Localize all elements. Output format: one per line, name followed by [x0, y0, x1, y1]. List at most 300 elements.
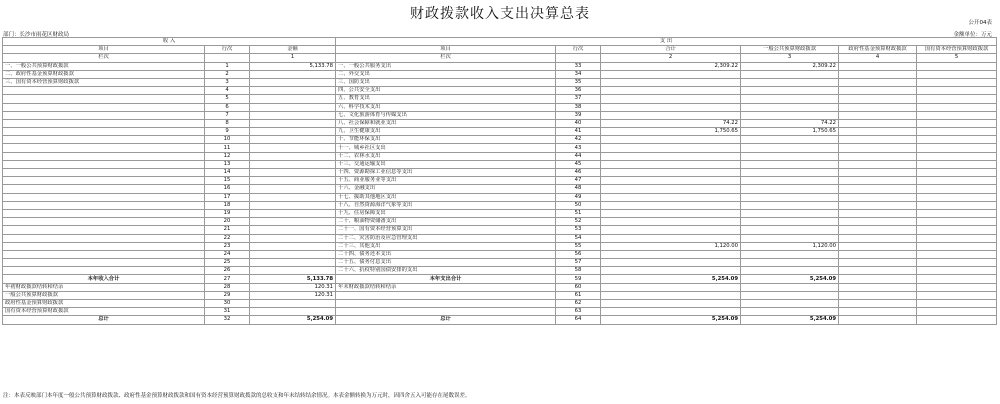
income-line-cell: 3 [205, 78, 250, 86]
expense-line-cell: 50 [556, 201, 601, 209]
expense-item-cell: 十四、资源勘探工业信息等支出 [336, 169, 556, 177]
expense-gov-fund-cell [839, 308, 917, 316]
expense-gov-fund-cell [839, 234, 917, 242]
income-line-cell: 17 [205, 193, 250, 201]
table-row [3, 185, 997, 193]
expense-state-capital-cell [917, 119, 997, 127]
income-line-cell: 4 [205, 87, 250, 95]
expense-item-cell: 本年支出合计 [336, 275, 556, 283]
expense-general-budget-cell [741, 177, 839, 185]
income-line-cell: 32 [205, 316, 250, 324]
income-amount-cell [250, 267, 336, 275]
expense-state-capital-cell [917, 87, 997, 95]
gov-fund-header: 政府性基金预算财政拨款 [839, 46, 917, 54]
table-row [3, 291, 997, 299]
expense-general-budget-cell: 2,309.22 [741, 62, 839, 70]
expense-state-capital-cell [917, 218, 997, 226]
expense-item-cell: 七、文化旅游体育与传媒支出 [336, 111, 556, 119]
expense-general-budget-cell [741, 250, 839, 258]
income-line-cell: 20 [205, 218, 250, 226]
table-row [3, 144, 997, 152]
expense-line-cell: 45 [556, 160, 601, 168]
expense-total-cell: 5,254.09 [601, 275, 741, 283]
expense-item-cell: 总计 [336, 316, 556, 324]
expense-state-capital-cell [917, 128, 997, 136]
expense-gov-fund-cell [839, 87, 917, 95]
income-amount-cell [250, 111, 336, 119]
income-line-cell: 19 [205, 209, 250, 217]
income-item-cell [3, 218, 205, 226]
income-item-header: 项目 [3, 46, 205, 54]
expense-line-cell: 55 [556, 242, 601, 250]
expense-total-cell: 2,309.22 [601, 62, 741, 70]
expense-item-cell: 二十三、其他支出 [336, 242, 556, 250]
expense-line-cell: 52 [556, 218, 601, 226]
income-line-cell: 27 [205, 275, 250, 283]
income-item-cell [3, 136, 205, 144]
income-line-cell: 25 [205, 259, 250, 267]
income-item-cell [3, 160, 205, 168]
expense-gov-fund-cell [839, 160, 917, 168]
expense-general-budget-cell [741, 259, 839, 267]
expense-total-cell [601, 300, 741, 308]
table-row [3, 95, 997, 103]
expense-state-capital-cell [917, 291, 997, 299]
expense-general-budget-cell [741, 234, 839, 242]
expense-total-cell: 1,750.65 [601, 128, 741, 136]
expense-state-capital-cell [917, 193, 997, 201]
expense-line-cell: 44 [556, 152, 601, 160]
income-line-cell: 14 [205, 169, 250, 177]
expense-line-cell: 53 [556, 226, 601, 234]
state-capital-header: 国有资本经营预算财政拨款 [917, 46, 997, 54]
expense-total-cell: 1,120.00 [601, 242, 741, 250]
expense-state-capital-cell [917, 103, 997, 111]
col-5: 5 [917, 54, 997, 62]
expense-general-budget-cell [741, 87, 839, 95]
income-amount-cell [250, 169, 336, 177]
form-number: 公开04表 [968, 20, 992, 26]
expense-state-capital-cell [917, 78, 997, 86]
table-row [3, 62, 997, 70]
expense-total-cell [601, 70, 741, 78]
income-item-cell [3, 128, 205, 136]
table-row [3, 177, 997, 185]
income-line-cell: 30 [205, 300, 250, 308]
expense-item-cell: 二十二、灾害防治及应急管理支出 [336, 234, 556, 242]
expense-item-cell: 一、一般公共服务支出 [336, 62, 556, 70]
expense-line-cell: 43 [556, 144, 601, 152]
income-amount-cell [250, 300, 336, 308]
expense-line-cell: 34 [556, 70, 601, 78]
expense-general-budget-cell [741, 193, 839, 201]
expense-general-budget-cell [741, 201, 839, 209]
expense-total-cell [601, 185, 741, 193]
table-row [3, 218, 997, 226]
income-line-cell: 15 [205, 177, 250, 185]
income-amount-cell [250, 234, 336, 242]
expense-item-cell: 二十六、抗疫特别国债安排的支出 [336, 267, 556, 275]
expense-line-cell: 41 [556, 128, 601, 136]
income-line-cell: 9 [205, 128, 250, 136]
expense-total-cell [601, 78, 741, 86]
expense-item-cell: 二十五、债务付息支出 [336, 259, 556, 267]
expense-item-cell [336, 300, 556, 308]
expense-general-budget-cell [741, 144, 839, 152]
expense-total-cell [601, 152, 741, 160]
expense-general-budget-cell [741, 103, 839, 111]
expense-item-cell: 五、教育支出 [336, 95, 556, 103]
expense-total-cell [601, 209, 741, 217]
expense-gov-fund-cell [839, 250, 917, 258]
income-line-cell: 24 [205, 250, 250, 258]
expense-line-cell: 54 [556, 234, 601, 242]
income-item-cell: 三、国有资本经营预算财政拨款 [3, 78, 205, 86]
table-row [3, 70, 997, 78]
income-line-cell: 22 [205, 234, 250, 242]
expense-general-budget-cell: 1,750.65 [741, 128, 839, 136]
expense-line-cell: 59 [556, 275, 601, 283]
table-row [3, 169, 997, 177]
income-amount-cell [250, 128, 336, 136]
expense-line-cell: 61 [556, 291, 601, 299]
expense-general-budget-cell [741, 291, 839, 299]
table-row [3, 103, 997, 111]
income-amount-cell [250, 193, 336, 201]
expense-total-cell [601, 283, 741, 291]
expense-gov-fund-cell [839, 226, 917, 234]
expense-general-budget-cell [741, 300, 839, 308]
expense-line-cell: 63 [556, 308, 601, 316]
expense-header: 支 出 [336, 38, 997, 46]
expense-gov-fund-cell [839, 103, 917, 111]
income-item-cell: 总计 [3, 316, 205, 324]
income-amount-cell [250, 136, 336, 144]
income-line-cell: 11 [205, 144, 250, 152]
expense-general-budget-cell: 74.22 [741, 119, 839, 127]
table-row [3, 87, 997, 95]
expense-line-cell: 62 [556, 300, 601, 308]
expense-state-capital-cell [917, 62, 997, 70]
expense-general-budget-cell [741, 283, 839, 291]
expense-state-capital-cell [917, 250, 997, 258]
income-item-cell: 本年收入合计 [3, 275, 205, 283]
table-row [3, 234, 997, 242]
expense-item-cell: 二十一、国有资本经营预算支出 [336, 226, 556, 234]
expense-state-capital-cell [917, 95, 997, 103]
income-amount-cell [250, 160, 336, 168]
expense-total-cell: 5,254.09 [601, 316, 741, 324]
expense-gov-fund-cell [839, 78, 917, 86]
expense-state-capital-cell [917, 283, 997, 291]
income-item-cell [3, 259, 205, 267]
expense-general-budget-cell [741, 152, 839, 160]
expense-item-cell: 十七、援助其他地区支出 [336, 193, 556, 201]
income-amount-cell: 5,254.09 [250, 316, 336, 324]
table-row [3, 300, 997, 308]
footnote: 注：本表反映部门本年度一般公共预算财政拨款、政府性基金预算财政拨款和国有资本经营预算财政拨款的总收支和年末结转结余情况。本表金额转换为万元时，因四舍五入可能存在尾数误差。 [3, 393, 471, 399]
income-item-cell [3, 119, 205, 127]
expense-general-budget-cell [741, 78, 839, 86]
expense-item-cell: 二十四、债务还本支出 [336, 250, 556, 258]
expense-general-budget-cell: 1,120.00 [741, 242, 839, 250]
expense-general-budget-cell [741, 169, 839, 177]
expense-line-cell: 51 [556, 209, 601, 217]
expense-state-capital-cell [917, 234, 997, 242]
table-row [3, 78, 997, 86]
expense-state-capital-cell [917, 160, 997, 168]
page-title: 财政拨款收入支出决算总表 [410, 6, 590, 22]
expense-item-cell: 九、卫生健康支出 [336, 128, 556, 136]
expense-line-cell: 47 [556, 177, 601, 185]
income-amount-cell [250, 144, 336, 152]
expense-total-cell [601, 234, 741, 242]
expense-item-cell: 二十、粮油物资储备支出 [336, 218, 556, 226]
table-row [3, 193, 997, 201]
expense-general-budget-cell: 5,254.09 [741, 316, 839, 324]
table-row [3, 160, 997, 168]
expense-total-cell [601, 87, 741, 95]
income-item-cell [3, 234, 205, 242]
expense-gov-fund-cell [839, 283, 917, 291]
unit-label: 金额单位：万元 [953, 32, 992, 38]
income-line-cell: 2 [205, 70, 250, 78]
income-item-cell [3, 193, 205, 201]
income-item-cell: 年初财政拨款结转和结余 [3, 283, 205, 291]
income-amount-cell: 5,133.78 [250, 275, 336, 283]
expense-line-cell: 36 [556, 87, 601, 95]
income-item-cell: 一般公共预算财政拨款 [3, 291, 205, 299]
expense-general-budget-cell [741, 209, 839, 217]
table-row [3, 267, 997, 275]
table-row [3, 209, 997, 217]
income-item-cell [3, 226, 205, 234]
expense-item-cell: 十八、自然资源海洋气象等支出 [336, 201, 556, 209]
expense-gov-fund-cell [839, 201, 917, 209]
income-line-cell: 5 [205, 95, 250, 103]
expense-total-cell [601, 95, 741, 103]
expense-gov-fund-cell [839, 119, 917, 127]
expense-gov-fund-cell [839, 144, 917, 152]
table-row [3, 226, 997, 234]
col-no-label: 栏次 [336, 54, 556, 62]
expense-item-cell: 十一、城乡社区支出 [336, 144, 556, 152]
expense-gov-fund-cell [839, 316, 917, 324]
income-amount-cell [250, 242, 336, 250]
expense-gov-fund-cell [839, 128, 917, 136]
income-header: 收 入 [3, 38, 336, 46]
income-item-cell [3, 95, 205, 103]
expense-gov-fund-cell [839, 111, 917, 119]
expense-general-budget-cell [741, 308, 839, 316]
expense-state-capital-cell [917, 300, 997, 308]
income-line-cell: 7 [205, 111, 250, 119]
income-line-cell: 13 [205, 160, 250, 168]
expense-item-cell: 十五、商业服务业等支出 [336, 177, 556, 185]
income-amount-cell [250, 87, 336, 95]
expense-item-cell [336, 308, 556, 316]
income-item-cell [3, 111, 205, 119]
income-amount-cell [250, 103, 336, 111]
income-line-cell: 23 [205, 242, 250, 250]
expense-total-cell [601, 218, 741, 226]
income-line-cell: 28 [205, 283, 250, 291]
income-item-cell [3, 177, 205, 185]
expense-gov-fund-cell [839, 185, 917, 193]
income-line-cell: 31 [205, 308, 250, 316]
expense-general-budget-cell [741, 160, 839, 168]
expense-gov-fund-cell [839, 267, 917, 275]
income-amount-cell: 120.31 [250, 291, 336, 299]
expense-general-budget-cell [741, 226, 839, 234]
table-row [3, 128, 997, 136]
income-item-cell [3, 169, 205, 177]
general-budget-header: 一般公共预算财政拨款 [741, 46, 839, 54]
expense-state-capital-cell [917, 308, 997, 316]
expense-total-cell [601, 226, 741, 234]
expense-total-cell [601, 169, 741, 177]
expense-item-cell: 四、公共安全支出 [336, 87, 556, 95]
expense-total-cell [601, 193, 741, 201]
table-row [3, 316, 997, 324]
expense-item-cell: 三、国防支出 [336, 78, 556, 86]
expense-total-cell [601, 250, 741, 258]
expense-state-capital-cell [917, 152, 997, 160]
income-item-cell: 一、一般公共预算财政拨款 [3, 62, 205, 70]
income-amount-cell [250, 185, 336, 193]
expense-item-cell: 十六、金融支出 [336, 185, 556, 193]
expense-state-capital-cell [917, 144, 997, 152]
income-item-cell: 二、政府性基金预算财政拨款 [3, 70, 205, 78]
table-row [3, 283, 997, 291]
expense-total-cell [601, 177, 741, 185]
income-item-cell [3, 250, 205, 258]
expense-general-budget-cell: 5,254.09 [741, 275, 839, 283]
col-1: 1 [250, 54, 336, 62]
expense-item-cell: 十九、住房保障支出 [336, 209, 556, 217]
expense-state-capital-cell [917, 242, 997, 250]
income-line-cell: 26 [205, 267, 250, 275]
expense-gov-fund-cell [839, 169, 917, 177]
expense-gov-fund-cell [839, 177, 917, 185]
income-item-cell: 政府性基金预算财政拨款 [3, 300, 205, 308]
table-row [3, 275, 997, 283]
income-line-cell: 16 [205, 185, 250, 193]
expense-gov-fund-cell [839, 259, 917, 267]
total-header: 合计 [601, 46, 741, 54]
expense-general-budget-cell [741, 185, 839, 193]
expense-total-cell [601, 259, 741, 267]
expense-general-budget-cell [741, 267, 839, 275]
expense-item-cell: 十、节能环保支出 [336, 136, 556, 144]
expense-total-cell [601, 308, 741, 316]
expense-gov-fund-cell [839, 300, 917, 308]
expense-line-header: 行次 [556, 46, 601, 54]
expense-total-cell [601, 291, 741, 299]
expense-line-cell: 38 [556, 103, 601, 111]
income-amount-cell [250, 259, 336, 267]
table-row [3, 242, 997, 250]
expense-line-cell: 35 [556, 78, 601, 86]
expense-gov-fund-cell [839, 95, 917, 103]
budget-table [2, 37, 997, 325]
income-item-cell [3, 87, 205, 95]
expense-state-capital-cell [917, 169, 997, 177]
income-line-cell: 12 [205, 152, 250, 160]
income-amount-cell [250, 152, 336, 160]
income-amount-cell [250, 201, 336, 209]
expense-gov-fund-cell [839, 193, 917, 201]
expense-line-cell: 42 [556, 136, 601, 144]
income-line-cell: 18 [205, 201, 250, 209]
income-item-cell [3, 242, 205, 250]
income-amount-cell [250, 209, 336, 217]
income-item-cell [3, 185, 205, 193]
table-row [3, 119, 997, 127]
expense-general-budget-cell [741, 111, 839, 119]
expense-state-capital-cell [917, 259, 997, 267]
income-item-cell [3, 201, 205, 209]
expense-gov-fund-cell [839, 62, 917, 70]
income-amount-cell [250, 218, 336, 226]
expense-item-cell: 十二、农林水支出 [336, 152, 556, 160]
expense-line-cell: 56 [556, 250, 601, 258]
expense-line-cell: 58 [556, 267, 601, 275]
income-line-header: 行次 [205, 46, 250, 54]
table-row [3, 201, 997, 209]
expense-line-cell: 64 [556, 316, 601, 324]
income-amount-cell: 120.31 [250, 283, 336, 291]
expense-total-cell [601, 201, 741, 209]
expense-state-capital-cell [917, 136, 997, 144]
expense-state-capital-cell [917, 275, 997, 283]
expense-gov-fund-cell [839, 218, 917, 226]
income-amount-cell [250, 95, 336, 103]
expense-total-cell: 74.22 [601, 119, 741, 127]
income-amount-cell: 5,133.78 [250, 62, 336, 70]
income-line-cell: 29 [205, 291, 250, 299]
expense-general-budget-cell [741, 136, 839, 144]
expense-total-cell [601, 103, 741, 111]
income-amount-cell [250, 177, 336, 185]
col-4: 4 [839, 54, 917, 62]
income-amount-header: 金额 [250, 46, 336, 54]
income-line-cell: 10 [205, 136, 250, 144]
expense-line-cell: 60 [556, 283, 601, 291]
expense-total-cell [601, 160, 741, 168]
income-item-cell [3, 144, 205, 152]
expense-state-capital-cell [917, 267, 997, 275]
expense-line-cell: 33 [556, 62, 601, 70]
expense-item-header: 项目 [336, 46, 556, 54]
expense-gov-fund-cell [839, 209, 917, 217]
expense-item-cell: 年末财政拨款结转和结余 [336, 283, 556, 291]
table-row [3, 152, 997, 160]
col-3: 3 [741, 54, 839, 62]
expense-total-cell [601, 144, 741, 152]
expense-gov-fund-cell [839, 291, 917, 299]
expense-state-capital-cell [917, 316, 997, 324]
table-row [3, 136, 997, 144]
expense-gov-fund-cell [839, 136, 917, 144]
expense-item-cell: 八、社会保障和就业支出 [336, 119, 556, 127]
expense-total-cell [601, 136, 741, 144]
expense-item-cell: 十三、交通运输支出 [336, 160, 556, 168]
col-no-label: 栏次 [3, 54, 205, 62]
income-amount-cell [250, 70, 336, 78]
expense-gov-fund-cell [839, 70, 917, 78]
expense-line-cell: 37 [556, 95, 601, 103]
